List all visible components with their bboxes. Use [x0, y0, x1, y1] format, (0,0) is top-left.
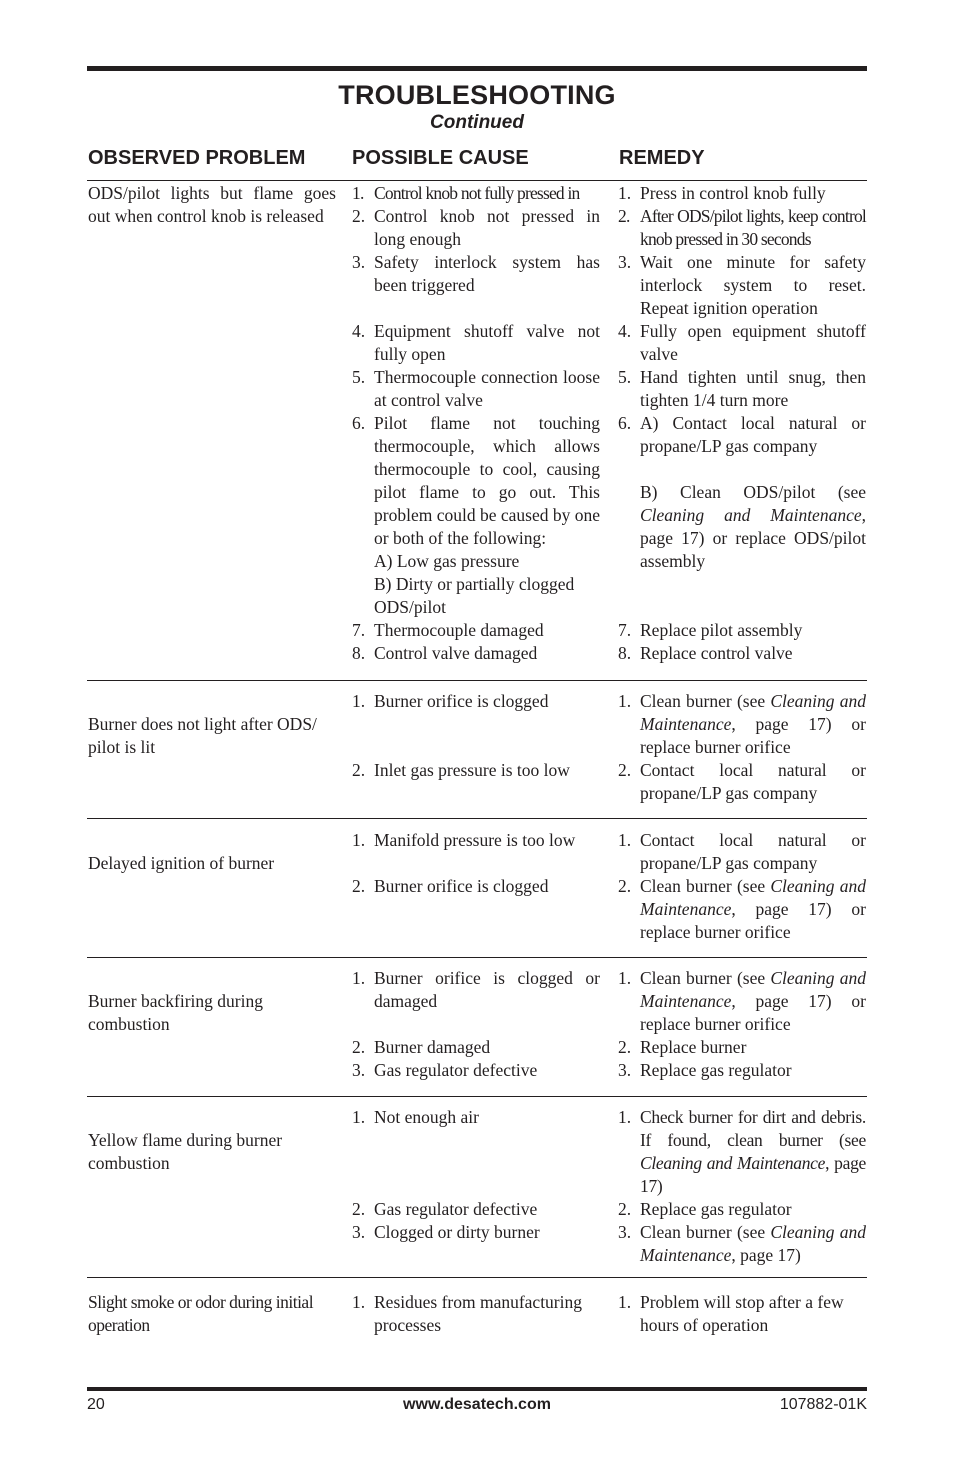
- bottom-rule: [87, 1387, 867, 1391]
- problem-text: Burner does not light after ODS/ pilot is lit: [88, 714, 317, 757]
- problem-text: Yellow flame during burner combustion: [88, 1130, 283, 1173]
- remedy-item: 2. Contact local natural or propane/LP gas company: [618, 760, 866, 803]
- cause-item: 7. Thermocouple damaged: [352, 620, 544, 640]
- page-number: 20: [87, 1396, 105, 1413]
- remedy-item: 1. Contact local natural or propane/LP gas company: [618, 830, 866, 873]
- remedy-item: 1. Check burner for dirt and debris. If found, clean burner (see Cleaning and Maintenance, page 17): [618, 1107, 866, 1196]
- cause-item: 2. Burner orifice is clogged: [352, 876, 549, 896]
- column-header-problem: OBSERVED PROBLEM: [88, 147, 306, 169]
- problem-text: ODS/pilot lights but flame goes out when control knob is released: [88, 183, 336, 226]
- remedy-item: 2. Replace burner: [618, 1037, 747, 1057]
- cause-list: [352, 967, 600, 1082]
- remedy-list: [618, 967, 866, 1082]
- cause-item: 6. Pilot flame not touching thermocouple, which allows thermocouple to cool, causing pilot flame to go out. This problem could be caused by one or both of the following: A) Low gas pressure B) Dirty or partially clogged ODS/pilot: [352, 413, 600, 617]
- document-number: 107882-01K: [779, 1396, 867, 1413]
- page-subtitle: Continued: [430, 112, 524, 133]
- cause-item: 5. Thermocouple connection loose at control valve: [352, 367, 600, 410]
- remedy-item: 8. Replace control valve: [618, 643, 793, 663]
- cause-item: 1. Manifold pressure is too low: [352, 830, 576, 850]
- cause-item: 1. Not enough air: [352, 1107, 479, 1127]
- cause-list: [352, 182, 600, 665]
- cause-list: [352, 1291, 600, 1337]
- remedy-item: 3. Wait one minute for safety interlock system to reset. Repeat ignition operation: [618, 252, 866, 318]
- remedy-item: 1. Press in control knob fully: [618, 183, 826, 203]
- remedy-item: 3. Clean burner (see Cleaning and Maintenance, page 17): [618, 1222, 866, 1265]
- remedy-item: 3. Replace gas regulator: [618, 1060, 792, 1080]
- remedy-item: 1. Clean burner (see Cleaning and Maintenance, page 17) or replace burner orifice: [618, 691, 866, 757]
- cause-item: 1. Burner orifice is clogged or damaged: [352, 968, 600, 1011]
- remedy-item: 1. Problem will stop after a few hours of operation: [618, 1292, 844, 1335]
- cause-item: 8. Control valve damaged: [352, 643, 538, 663]
- cause-item: 1. Residues from manufacturing processes: [352, 1292, 583, 1335]
- column-header-cause: POSSIBLE CAUSE: [352, 147, 529, 169]
- cause-item: 4. Equipment shutoff valve not fully open: [352, 321, 600, 364]
- website-link: www.desatech.com: [403, 1396, 551, 1413]
- cause-item: 2. Inlet gas pressure is too low: [352, 760, 570, 780]
- cause-item: 3. Gas regulator defective: [352, 1060, 538, 1080]
- table-row-ods-pilot-goes-out: [87, 181, 867, 681]
- remedy-item: 1. Clean burner (see Cleaning and Maintenance, page 17) or replace burner orifice: [618, 968, 866, 1034]
- cause-item: 1. Burner orifice is clogged: [352, 691, 549, 711]
- cause-item: 2. Control knob not pressed in long enough: [352, 206, 600, 249]
- table-row-smoke-odor: [87, 1278, 867, 1378]
- remedy-list: [618, 1291, 866, 1337]
- remedy-item: 2. Clean burner (see Cleaning and Maintenance, page 17) or replace burner orifice: [618, 876, 866, 942]
- remedy-list: [618, 690, 866, 805]
- cause-item: 3. Clogged or dirty burner: [352, 1222, 540, 1242]
- problem-text: Slight smoke or odor during initial operation: [88, 1292, 314, 1335]
- table-row-burner-backfiring: [87, 958, 867, 1097]
- page-title: TROUBLESHOOTING: [338, 80, 616, 110]
- cause-item: 2. Gas regulator defective: [352, 1199, 538, 1219]
- cause-list: [352, 1106, 600, 1244]
- table-row-delayed-ignition: [87, 819, 867, 958]
- problem-text: Delayed ignition of burner: [88, 853, 275, 873]
- table-row-burner-not-light: [87, 681, 867, 819]
- cause-list: [352, 829, 600, 898]
- cause-item: 3. Safety interlock system has been triggered: [352, 252, 600, 295]
- remedy-item: 7. Replace pilot assembly: [618, 620, 803, 640]
- table-row-yellow-flame: [87, 1097, 867, 1278]
- remedy-list: [618, 829, 866, 944]
- column-header-remedy: REMEDY: [619, 147, 705, 169]
- remedy-item: 6. A) Contact local natural or propane/LP gas company B) Clean ODS/pilot (see Cleaning and Maintenance, page 17) or replace ODS/pilot assembly: [618, 413, 866, 571]
- cause-item: 1. Control knob not fully pressed in: [352, 183, 580, 203]
- remedy-item: 5. Hand tighten until snug, then tighten 1/4 turn more: [618, 367, 866, 410]
- top-rule: [87, 66, 867, 71]
- cause-item: 2. Burner damaged: [352, 1037, 491, 1057]
- remedy-item: 4. Fully open equipment shutoff valve: [618, 321, 866, 364]
- problem-text: Burner backfiring during combustion: [88, 991, 263, 1034]
- remedy-item: 2. Replace gas regulator: [618, 1199, 792, 1219]
- remedy-item: 2. After ODS/pilot lights, keep control knob pressed in 30 seconds: [618, 206, 866, 249]
- remedy-list: [618, 1106, 866, 1267]
- remedy-list: [618, 182, 866, 665]
- cause-list: [352, 690, 600, 782]
